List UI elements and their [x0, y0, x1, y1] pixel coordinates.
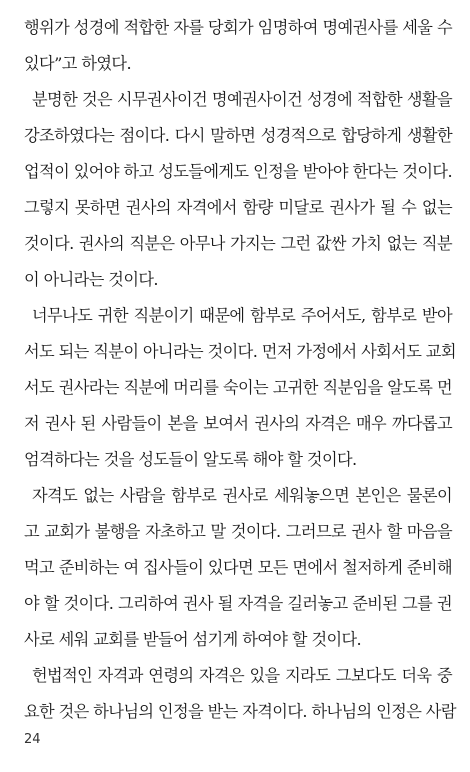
text-line: 사로 세워 교회를 받들어 섬기게 하여야 할 것이다. [24, 630, 362, 649]
text-line: 저 권사 된 사람들이 본을 보여서 권사의 자격은 매우 까다롭고 [24, 414, 452, 433]
text-line: 먹고 준비하는 여 집사들이 있다면 모든 면에서 철저하게 준비해 [24, 558, 452, 577]
text-line: 것이다. 권사의 직분은 아무나 가지는 그런 값싼 가치 없는 직분 [24, 234, 452, 253]
text-line: 서도 되는 직분이 아니라는 것이다. 먼저 가정에서 사회서도 교회 [24, 342, 456, 361]
text-line: 서도 권사라는 직분에 머리를 숙이는 고귀한 직분임을 알도록 먼 [24, 378, 452, 397]
text-line: 있다”고 하였다. [24, 54, 131, 73]
text-line: 고 교회가 불행을 자초하고 말 것이다. 그러므로 권사 할 마음을 [24, 522, 452, 541]
text-line: 업적이 있어야 하고 성도들에게도 인정을 받아야 한다는 것이다. [24, 162, 452, 181]
text-line: 헌법적인 자격과 연령의 자격은 있을 지라도 그보다도 더욱 중 [32, 666, 452, 685]
text-line: 강조하였다는 점이다. 다시 말하면 성경적으로 합당하게 생활한 [24, 126, 452, 145]
text-line: 이 아니라는 것이다. [24, 270, 158, 289]
text-line: 엄격하다는 것을 성도들이 알도록 해야 할 것이다. [24, 450, 357, 469]
paragraph [24, 478, 452, 658]
text-line: 분명한 것은 시무권사이건 명예권사이건 성경에 적합한 생활을 [32, 90, 452, 109]
page-number: 24 [24, 732, 41, 747]
paragraph [24, 298, 456, 478]
paragraph [24, 658, 456, 730]
text-line: 야 할 것이다. 그리하여 권사 될 자격을 길러놓고 준비된 그를 권 [24, 594, 452, 613]
text-line: 자격도 없는 사람을 함부로 권사로 세워놓으면 본인은 물론이 [32, 486, 452, 505]
text-line: 너무나도 귀한 직분이기 때문에 함부로 주어서도, 함부로 받아 [32, 306, 452, 325]
text-line: 그렇지 못하면 권사의 자격에서 함량 미달로 권사가 될 수 없는 [24, 198, 452, 217]
paragraph-continuation [24, 10, 452, 82]
paragraph [24, 82, 452, 298]
document-page [24, 10, 456, 730]
text-line: 요한 것은 하나님의 인정을 받는 자격이다. 하나님의 인정은 사람 [24, 702, 456, 721]
text-line: 행위가 성경에 적합한 자를 당회가 임명하여 명예권사를 세울 수 [24, 18, 452, 37]
